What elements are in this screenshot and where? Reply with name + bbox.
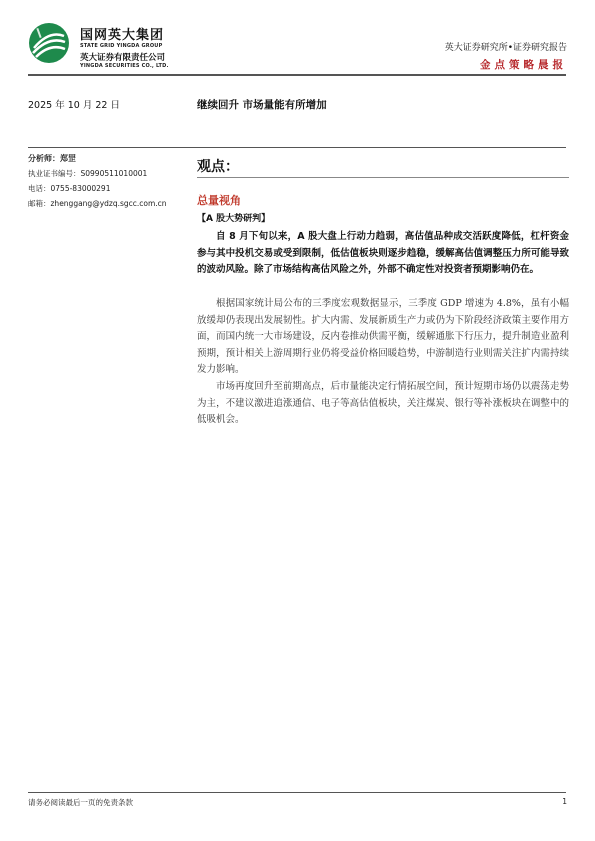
analyst-email: 邮箱：zhenggang@ydzq.sgcc.com.cn	[28, 199, 167, 208]
page-number: 1	[562, 797, 567, 806]
header-divider	[28, 74, 566, 76]
subsidiary-name-cn: 英大证券有限责任公司	[80, 53, 166, 63]
viewpoint-divider	[197, 177, 569, 178]
analyst-name: 分析师：郑罡	[28, 154, 76, 163]
report-series: 金点策略晨报	[480, 59, 567, 71]
footer-disclaimer: 请务必阅读最后一页的免责条款	[28, 798, 133, 807]
institute-label: 英大证券研究所•证券研究报告	[444, 43, 567, 53]
company-logo-icon	[28, 22, 70, 64]
paragraph-outlook: 市场再度回升至前期高点，后市量能决定行情拓展空间，预计短期市场仍以震荡走势为主，不建议激进追涨通信、电子等高估值板块，关注煤炭、银行等补涨板块在调整中的低吸机会。	[197, 381, 569, 425]
subsection-heading: 【A 股大势研判】	[197, 214, 271, 224]
analyst-cert: 执业证书编号：S0990511010001	[28, 169, 148, 178]
report-title: 继续回升 市场量能有所增加	[197, 99, 327, 111]
section-heading: 总量视角	[197, 194, 241, 207]
subsidiary-name-en: YINGDA SECURITIES CO., LTD.	[80, 63, 169, 69]
company-name-cn: 国网英大集团	[80, 28, 165, 43]
analyst-phone: 电话：0755-83000291	[28, 184, 111, 193]
viewpoint-heading: 观点：	[197, 159, 239, 175]
footer-divider	[28, 792, 566, 793]
report-date: 2025 年 10 月 22 日	[28, 100, 120, 111]
company-name-en: STATE GRID YINGDA GROUP	[80, 43, 163, 49]
paragraph-macro: 根据国家统计局公布的三季度宏观数据显示，三季度 GDP 增速为 4.8%，虽有小幅放缓却仍表现出发展韧性。扩大内需、发展新质生产力或仍为下阶段经济政策主要作用方面，而国内统一大市场建设，反内卷推动供需平衡，缓解通胀下行压力，提升制造业盈利预期，预计相关上游周期行业仍将受益价格回暖趋势，中游制造行业则需关注扩内需持续发力影响。	[197, 298, 569, 375]
title-divider	[28, 147, 566, 148]
paragraph-summary: 自 8 月下旬以来，A 股大盘上行动力趋弱，高估值品种成交活跃度降低，杠杆资金参与其中投机交易或受到限制，低估值板块则逐步趋稳，缓解高估值调整压力所可能导致的波动风险。除了市场结构高估风险之外，外部不确定性对投资者预期影响仍在。	[197, 231, 569, 275]
